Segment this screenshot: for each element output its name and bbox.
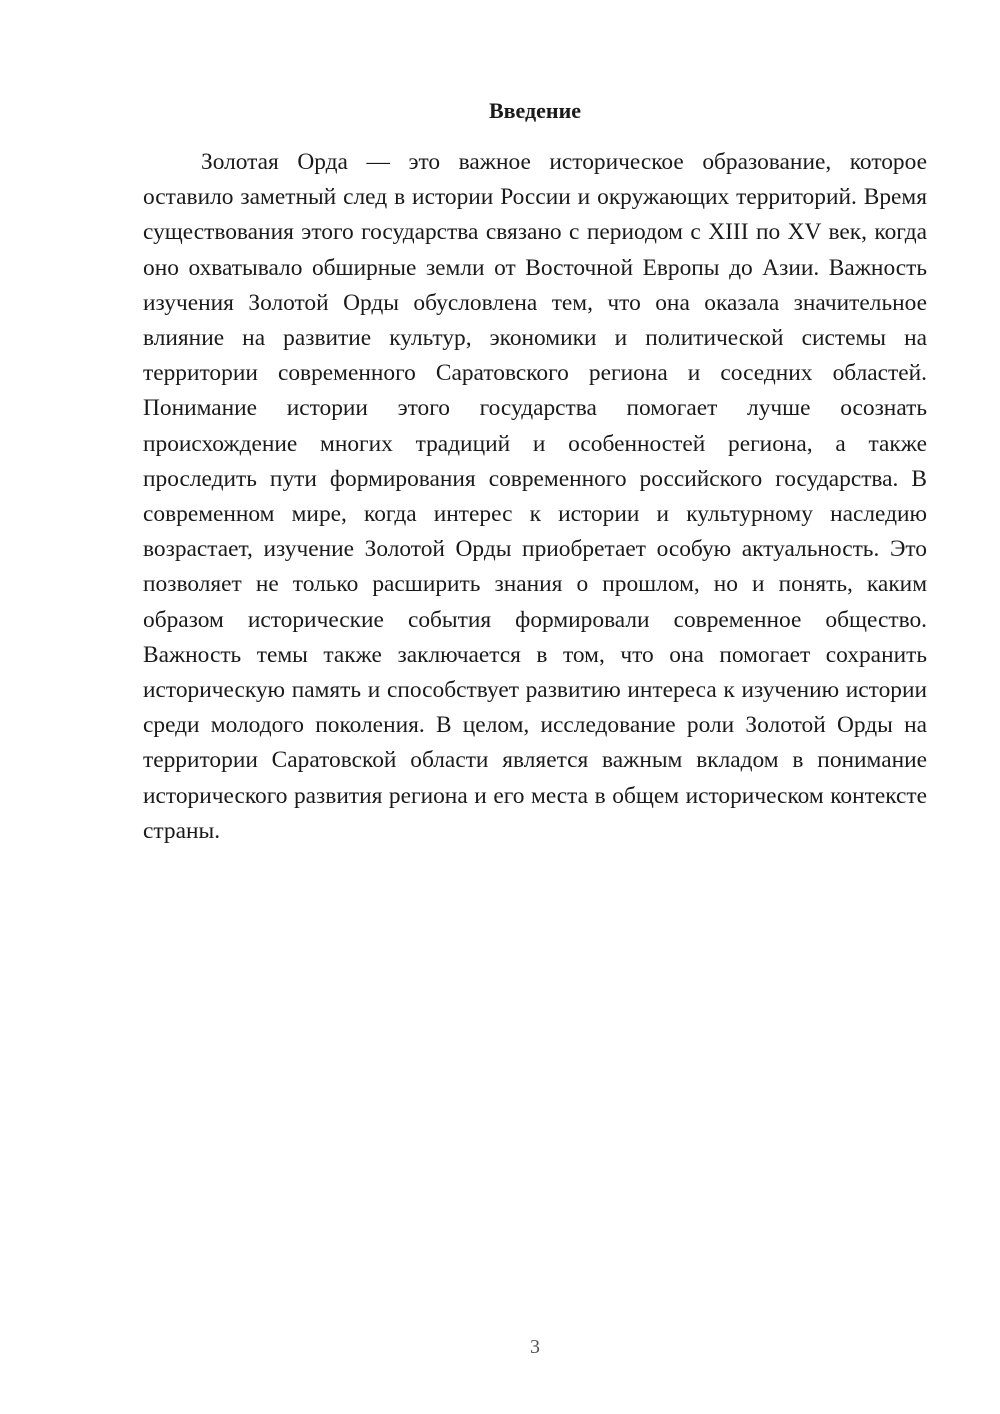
body-paragraph: Золотая Орда — это важное историческое образование, которое оставило заметный след в истории России и окружающих территорий. Время существования этого государства связано с периодом с XIII по XV век, когда оно охватывало обширные земли от Восточной Европы до Азии. Важность изучения Золотой Орды обусловлена тем, что она оказала значительное влияние на развитие культур, экономики и политической системы на территории современного Саратовского региона и соседних областей. Понимание истории этого государства помогает лучше осознать происхождение многих традиций и особенностей региона, а также проследить пути формирования современного российского государства. В современном мире, когда интерес к истории и культурному наследию возрастает, изучение Золотой Орды приобретает особую актуальность. Это позволяет не только расширить знания о прошлом, но и понять, каким образом исторические события формировали современное общество. Важность темы также заключается в том, что она помогает сохранить историческую память и способствует развитию интереса к изучению истории среди молодого поколения. В целом, исследование роли Золотой Орды на территории Саратовской области является важным вкладом в понимание исторического развития региона и его места в общем историческом контексте страны. (143, 149, 927, 844)
section-heading: Введение (488, 98, 582, 123)
page-number: 3 (530, 1336, 540, 1358)
page-content (143, 95, 927, 849)
